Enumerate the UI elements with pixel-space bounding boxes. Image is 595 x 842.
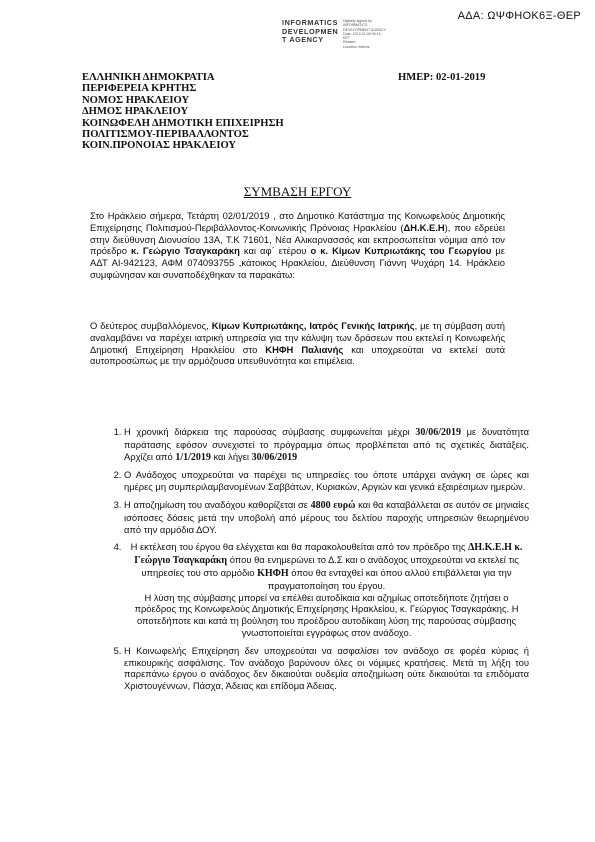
stamp-agency-name <box>282 19 338 49</box>
bold-run: ΚΗΦΗ <box>257 567 289 579</box>
bold-run: 4800 ευρώ <box>310 499 356 511</box>
preamble-paragraph <box>90 210 505 281</box>
text-run: Η χρονική διάρκεια της παρούσας σύμβασης συμφωνείται μέχρι <box>124 426 416 437</box>
bold-run: κ. Γεώργιο Τσαγκαράκη <box>131 245 240 257</box>
text-run: όπου θα ενταχθεί και όπου αλλού επιβάλλεται για την πραγματοποίηση του έργου. <box>267 566 512 591</box>
stamp-detail: Reason: <box>343 40 357 45</box>
text-run: Ο δεύτερος συμβαλλόμενος, <box>90 320 212 331</box>
text-run: ), που εδρεύει στην διεύθυνση Διονυσίου 13Α, Τ.Κ 71601, Νέα Αλικαρνασσός και εκπροσωπείται νόμιμα από τον πρόεδρο <box>90 221 505 257</box>
contract-terms-list <box>100 426 529 698</box>
stamp-detail: Location: Athens <box>343 44 370 49</box>
stamp-line: INFORMATICS <box>282 18 338 27</box>
ada-code: ΑΔΑ: ΩΨΦΗΟΚ6Ξ-ΘΕΡ <box>457 10 581 22</box>
digital-signature-stamp <box>282 19 401 49</box>
text-run: και λήγει <box>210 450 252 462</box>
header-line: ΝΟΜΟΣ ΗΡΑΚΛΕΙΟΥ <box>82 94 190 106</box>
term-supervision <box>124 541 529 638</box>
header-line: ΕΛΛΗΝΙΚΗ ΔΗΜΟΚΡΑΤΙΑ <box>82 72 215 83</box>
stamp-detail: Digitally signed by <box>343 19 372 23</box>
text-run: Η εκτέλεση του έργου θα ελέγχεται και θα παρακολουθείται από τον πρόεδρο της <box>130 541 469 553</box>
header-line: ΔΗΜΟΣ ΗΡΑΚΛΕΙΟΥ <box>82 106 189 118</box>
document-date: ΗΜΕΡ: 02-01-2019 <box>398 72 486 83</box>
text-run: , με τη σύμβαση αυτή αναλαμβάνει να παρέχει ιατρική υπηρεσία για την κάλυψη των δράσεων που εκτελεί η Κοινωφελής Δημοτική Επιχείρηση Ηρακλείου στο <box>90 320 505 355</box>
bold-run: 30/06/2019 <box>415 427 461 438</box>
stamp-detail: DEVELOPMENT AGENCY <box>343 27 387 32</box>
bold-run: ΔΗ.Κ.Ε.Η κ. Γεώργιο Τσαγκαράκη <box>134 542 523 567</box>
text-run: Στο Ηράκλειο σήμερα, Τετάρτη 02/01/2019 , στο Δημοτικό Κατάστημα της Κοινωφελούς Δημοτικής Επιχείρησης Πολιτισμού-Περιβάλλοντος-Κοινωνικής Πρόνοιας Ηρακλείου ( <box>90 210 505 233</box>
term-compensation <box>124 499 529 535</box>
text-run: με δυνατότητα παράτασης εφόσον συνεχιστεί το πρόγραμμα όπως προβλέπεται από τις σχετικές διατάξεις. Αρχίζει από <box>124 426 530 462</box>
header-line: ΚΟΙΝ.ΠΡΟΝΟΙΑΣ ΗΡΑΚΛΕΙΟΥ <box>82 140 237 152</box>
stamp-detail: EET <box>343 36 350 41</box>
stamp-line: DEVELOPMEN <box>282 26 339 36</box>
text-run: όπου θα ενημερώνει το Δ.Σ και ο ανάδοχος υποχρεούται να εκτελεί τις υπηρεσίες του στο αρμόδιο <box>141 554 519 578</box>
text-run: και υποχρεούται να εκτελεί αυτά αυτοπροσώπως με την αρμόζουσα υπευθυνότητα και επιμέλεια. <box>90 343 505 367</box>
text-run: και θα καταβάλλεται σε αυτόν σε μηνιαίες ισόποσες δόσεις μετά την υποβολή από μέρους του δελτίου παροχής υπηρεσιών θεωρημένου από την αρμόδια ΔΟΥ. <box>124 498 530 535</box>
stamp-signature-details <box>343 19 401 49</box>
document-title: ΣΥΜΒΑΣΗ ΕΡΓΟΥ <box>243 184 352 199</box>
bold-run: 1/1/2019 <box>175 451 211 463</box>
bold-run: ο κ. Κίμων Κυπριωτάκης του Γεωργίου <box>310 245 492 257</box>
bold-run: ΔΗ.Κ.Ε.Η <box>403 221 445 233</box>
bold-run: 30/06/2019 <box>251 451 298 463</box>
scope-paragraph <box>90 320 505 367</box>
header-line: ΠΟΛΙΤΙΣΜΟΥ-ΠΕΡΙΒΑΛΛΟΝΤΟΣ <box>82 129 249 141</box>
stamp-detail: INFORMATICS <box>343 23 368 28</box>
text-run: Η αποζημίωση του αναδόχου καθορίζεται σε <box>124 498 311 510</box>
text-run: και αφ΄ ετέρου <box>239 245 311 257</box>
term-working-hours: 2. Ο Ανάδοχος υποχρεούται να παρέχει τις υπηρεσίες του όποτε υπάρχει ανάγκη σε ώρες και ημέρες μη συμπεριλαμβανομένων Σαββάτων, Κυριακών, Αργιών και γενικά εξαιρέσιμων ημερών. <box>124 469 529 493</box>
term-insurance: 5. Η Κοινωφελής Επιχείρηση δεν υποχρεούται να ασφαλίσει τον ανάδοχο σε φορέα κύριας ή επικουρικής ασφάλισης. Τον ανάδοχο βαρύνουν όλες οι νόμιμες κρατήσεις. Μετά τη λήξη του παρεπάνω έργου ο ανάδοχος δεν δικαιούται ουδεμία αποζημίωση ούτε δικαιούται τα επιδόματα Χριστουγέννων, Πάσχα, Άδειας και επίδομα Άδειας. <box>124 645 529 692</box>
stamp-line: T AGENCY <box>282 35 324 45</box>
termination-clause: Η λύση της σύμβασης μπορεί να επέλθει αυτοδίκαια και αζημίως οποτεδήποτε ζητήσει ο πρόεδρος της Κοινωφελούς Δημοτικής Επιχείρησης Ηρακλείου, κ. Γεώργιος Τσαγκαράκης. Η οποτεδήποτε και κατά τη βούληση του προέδρου αυτοδίκαιη λύση της παρούσας σύμβασης γνωστοποιείται εγγράφως στον ανάδοχο. <box>134 591 519 638</box>
text-run: με ΑΔΤ ΑΙ-942123, ΑΦΜ 074093755 ,κάτοικος Ηρακλείου, Διεύθυνση Γιάννη Ψυχάρη 14. Ηράκλειο συμφώνησαν και συναποδέχθηκαν τα παρακάτω: <box>90 245 505 280</box>
header-line: ΚΟΙΝΩΦΕΛΗ ΔΗΜΟΤΙΚΗ ΕΠΙΧΕΙΡΗΣΗ <box>82 117 284 129</box>
header-line: ΠΕΡΙΦΕΡΕΙΑ ΚΡΗΤΗΣ <box>82 83 197 95</box>
bold-run: Κίμων Κυπριωτάκης, Ιατρός Γενικής Ιατρικής <box>211 320 415 331</box>
stamp-detail: Date: 2019.01.08 09:16 <box>343 31 381 36</box>
issuer-header <box>82 72 284 152</box>
bold-run: ΚΗΦΗ Παλιανής <box>265 343 344 355</box>
term-duration <box>124 426 529 463</box>
